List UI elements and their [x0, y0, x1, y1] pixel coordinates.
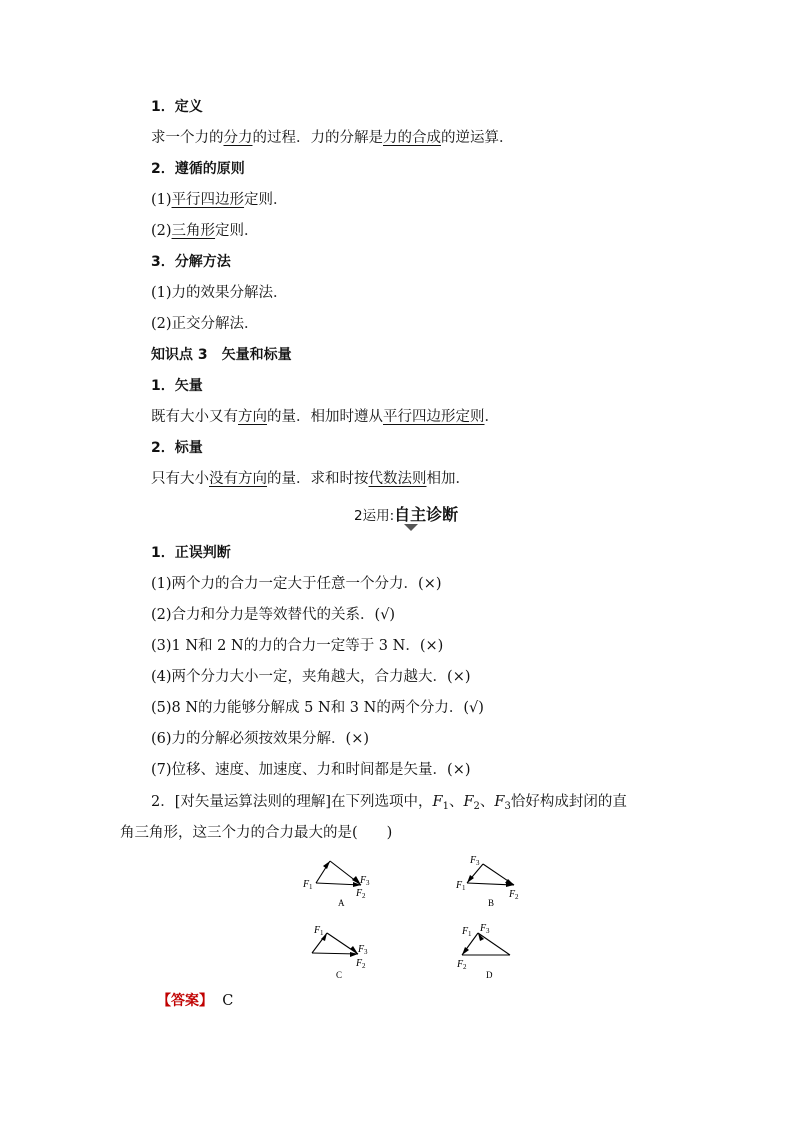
heading-vector: 1．矢量: [151, 378, 203, 394]
figure-label: A: [338, 898, 345, 908]
svg-text:3: 3: [366, 879, 370, 887]
force-f3: [478, 933, 510, 955]
label-f3: F: [360, 875, 367, 886]
label-f3: F: [470, 855, 477, 866]
judge-item: (1)两个力的合力一定大于任意一个分力．(×): [151, 576, 442, 592]
answer-tag: 【答案】: [157, 993, 213, 1009]
label-f2: F: [509, 889, 516, 900]
judge-item: (2)合力和分力是等效替代的关系．(√): [151, 607, 396, 623]
method-orthogonal: (2)正交分解法．: [151, 316, 259, 332]
judge-item: (4)两个分力大小一定，夹角越大，合力越大．(×): [151, 669, 471, 685]
heading-principles: 2．遵循的原则: [151, 161, 245, 177]
svg-text:1: 1: [309, 883, 313, 891]
figure-option-c: [300, 920, 400, 982]
svg-text:1: 1: [462, 884, 466, 892]
heading-scalar: 2．标量: [151, 440, 203, 456]
method-effect: (1)力的效果分解法．: [151, 285, 288, 301]
vector-definition: 既有大小又有方向的量．相加时遵从平行四边形定则．: [151, 409, 499, 425]
section-title: 自主诊断: [394, 505, 459, 524]
definition-text: 求一个力的分力的过程．力的分解是力的合成的逆运算．: [151, 130, 514, 146]
label-f1: F: [303, 879, 310, 890]
judge-item: (7)位移、速度、加速度、力和时间都是矢量．(×): [151, 762, 471, 778]
svg-text:2: 2: [362, 962, 366, 970]
label-f2: F: [356, 958, 363, 969]
heading-methods: 3．分解方法: [151, 254, 231, 270]
knowledge-point-3-heading: 知识点 3 矢量和标量: [151, 347, 292, 363]
section-arrow-icon: [404, 524, 418, 531]
answer-line: [157, 990, 233, 1012]
svg-text:3: 3: [486, 927, 490, 935]
svg-text:3: 3: [364, 948, 368, 956]
label-f1: F: [456, 880, 463, 891]
label-f3: F: [358, 944, 365, 955]
scalar-definition: 只有大小没有方向的量．求和时按代数法则相加．: [151, 471, 470, 487]
label-f1: F: [314, 925, 321, 936]
judge-item: (3)1 N和 2 N的力的合力一定等于 3 N．(×): [151, 638, 444, 654]
svg-text:1: 1: [320, 929, 324, 937]
svg-text:2: 2: [463, 963, 467, 971]
svg-text:2: 2: [515, 893, 519, 901]
section-number: 2运用:: [354, 508, 395, 524]
label-f1: F: [462, 926, 469, 937]
answer-value: C: [222, 993, 234, 1009]
heading-definition: 1．定义: [151, 99, 203, 115]
question-2-line-2: 角三角形，这三个力的合力最大的是( ): [120, 825, 393, 841]
svg-text:1: 1: [468, 930, 472, 938]
judge-item: (5)8 N的力能够分解成 5 N和 3 N的两个分力．(√): [151, 700, 484, 716]
figure-option-b: [450, 852, 550, 912]
label-f3: F: [480, 923, 487, 934]
section-header: [354, 502, 458, 526]
question-2-line-1: 2．[对矢量运算法则的理解]在下列选项中，$F_1$、$F_2$、$F_3$恰好构成封闭的直: [151, 794, 627, 812]
figure-label: C: [336, 970, 343, 980]
principle-parallelogram: (1)平行四边形定则．: [151, 192, 288, 208]
figure-option-a: [290, 852, 390, 912]
label-f2: F: [356, 888, 363, 899]
judge-item: (6)力的分解必须按效果分解．(×): [151, 731, 370, 747]
principle-triangle: (2)三角形定则．: [151, 223, 259, 239]
figure-label: D: [486, 970, 493, 980]
figure-option-d: [450, 920, 550, 982]
svg-text:3: 3: [476, 859, 480, 867]
label-f2: F: [457, 959, 464, 970]
heading-true-false: 1．正误判断: [151, 545, 231, 561]
svg-text:2: 2: [362, 892, 366, 900]
figure-label: B: [488, 898, 495, 908]
